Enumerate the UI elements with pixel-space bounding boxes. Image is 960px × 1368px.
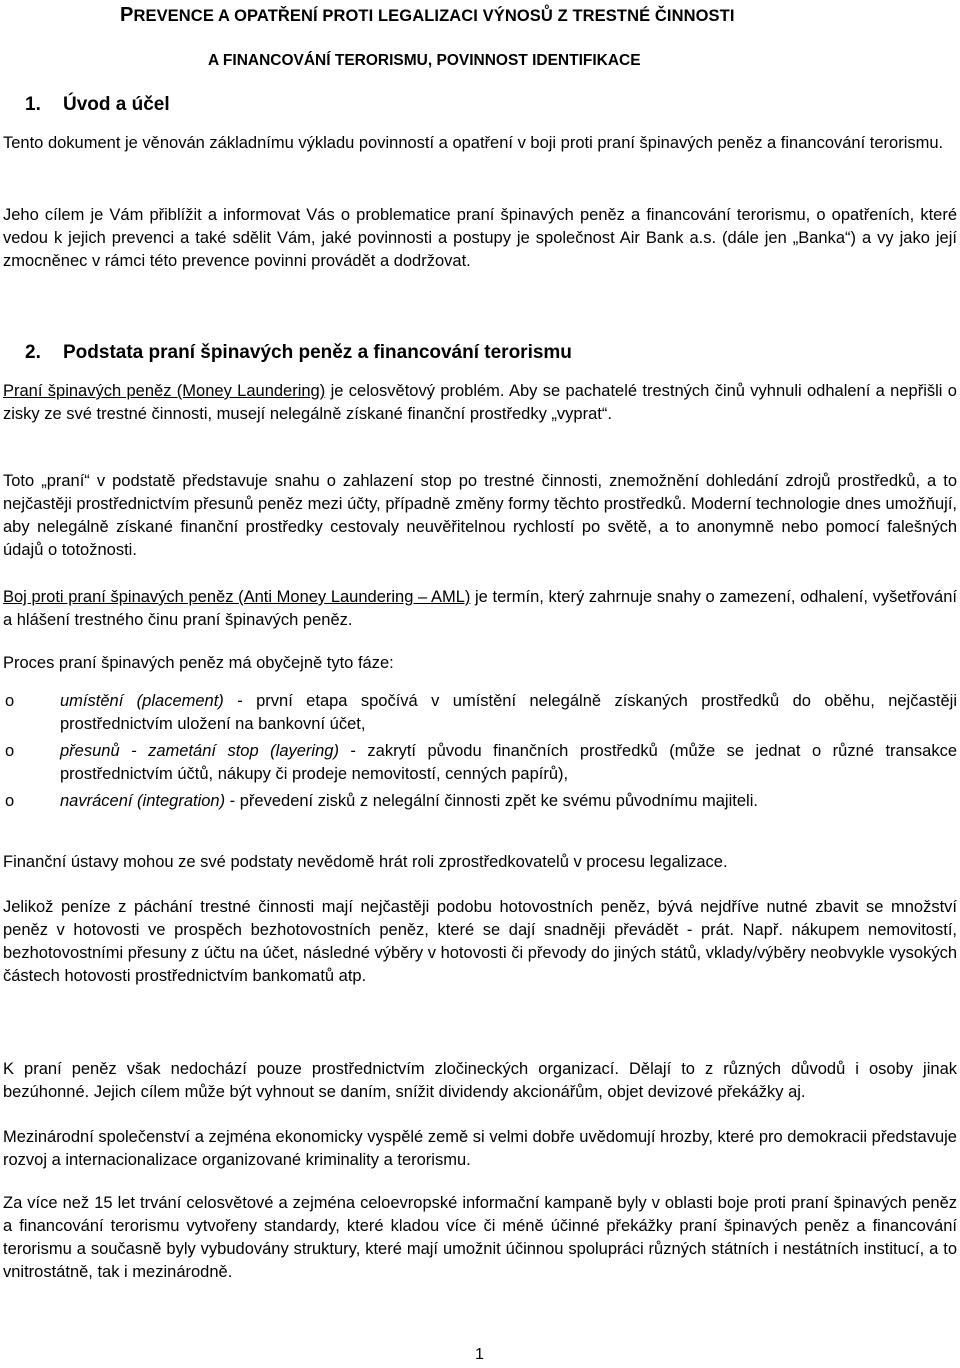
phase-term: přesunů - zametání stop (layering) (60, 742, 339, 760)
laundering-phases-list (3, 690, 957, 817)
phase-term: umístění (placement) (60, 692, 224, 710)
section1-heading (25, 94, 170, 116)
section2-paragraph-5: Finanční ústavy mohou ze své podstaty nevědomě hrát roli zprostředkovatelů v procesu legalizace. (3, 853, 728, 871)
section2-paragraph-4: Proces praní špinavých peněz má obyčejně tyto fáze: (3, 654, 394, 672)
section2-paragraph-3 (3, 586, 957, 632)
bullet-circle-icon: o (5, 692, 15, 710)
section1-paragraph-1: Tento dokument je věnován základnímu výkladu povinností a opatření v boji proti praní špinavých peněz a financování terorismu. (3, 134, 944, 152)
section2-paragraph-1-text: je celosvětový problém. Aby se pachatelé trestných činů vyhnuli odhalení a nepřišli o zisky ze své trestné činnosti, musejí nelegálně získané finanční prostředky „vyprat“. (3, 382, 957, 423)
term-money-laundering: Praní špinavých peněz (Money Laundering) (3, 382, 326, 400)
document-title-line2: A FINANCOVÁNÍ TERORISMU, POVINNOST IDENTIFIKACE (208, 52, 641, 69)
section1-paragraph-2: Jeho cílem je Vám přiblížit a informovat Vás o problematice praní špinavých peněz a financování terorismu, o opatřeních, které vedou k jejich prevenci a také sdělit Vám, jaké povinnosti a postupy je společnost Air Bank a.s. (dále jen „Banka“) a vy jako její zmocněnec v rámci této prevence povinni provádět a dodržovat. (3, 206, 957, 270)
section2-number: 2. (25, 342, 41, 363)
document-title-line1 (120, 4, 735, 27)
phase-description: - první etapa spočívá v umístění nelegálně získaných prostředků do oběhu, nejčastěji prostřednictvím uložení na bankovní účet, (60, 692, 957, 733)
title-initial-cap: P (120, 4, 134, 26)
section2-paragraph-1 (3, 380, 957, 426)
term-anti-money-laundering: Boj proti praní špinavých peněz (Anti Money Laundering – AML) (3, 588, 471, 606)
phase-term: navrácení (integration) (60, 792, 226, 810)
document-page (3, 0, 957, 1368)
section2-paragraph-8: Mezinárodní společenství a zejména ekonomicky vyspělé země si velmi dobře uvědomují hrozby, které pro demokracii představuje rozvoj a internacionalizace organizované kriminality a terorismu. (3, 1128, 957, 1169)
title-line1-text: REVENCE A OPATŘENÍ PROTI LEGALIZACI VÝNOSŮ Z TRESTNÉ ČINNOSTI (133, 7, 735, 25)
section2-paragraph-3-text: je termín, který zahrnuje snahy o zamezení, odhalení, vyšetřování a hlášení trestného činu praní špinavých peněz. (3, 588, 957, 629)
section2-heading-text: Podstata praní špinavých peněz a financování terorismu (63, 342, 572, 363)
section2-paragraph-7: K praní peněz však nedochází pouze prostřednictvím zločineckých organizací. Dělají to z různých důvodů i osoby jinak bezúhonné. Jejich cílem může být vyhnout se daním, snížit dividendy akcionářům, objet devizové překážky aj. (3, 1060, 957, 1101)
section1-heading-text: Úvod a účel (63, 94, 170, 115)
section2-paragraph-9: Za více než 15 let trvání celosvětové a zejména celoevropské informační kampaně byly v oblasti boje proti praní špinavých peněz a financování terorismu vytvořeny standardy, které kladou více či méně účinné překážky praní špinavých peněz a financování terorismu a současně byly vybudovány struktury, které mají umožnit účinnou spolupráci různých státních i nestátních institucí, a to vnitrostátně, tak i mezinárodně. (3, 1194, 957, 1281)
phase-item (3, 740, 957, 786)
section2-heading (25, 342, 572, 364)
phase-item (3, 790, 957, 813)
section2-paragraph-2: Toto „praní“ v podstatě představuje snahu o zahlazení stop po trestné činnosti, znemožnění dohledání zdrojů prostředků, a to nejčastěji prostřednictvím přesunů peněz mezi účty, případně změny formy těchto prostředků. Moderní technologie dnes umožňují, aby nelegálně získané finanční prostředky cestovaly neuvěřitelnou rychlostí po světě, a to anonymně nebo pomocí falešných údajů o totožnosti. (3, 472, 957, 559)
section2-paragraph-6: Jelikož peníze z páchání trestné činnosti mají nejčastěji podobu hotovostních peněz, bývá nejdříve nutné zbavit se množství peněz v hotovosti ve prospěch bezhotovostních peněz, které se dají snadněji převádět - prát. Např. nákupem nemovitostí, bezhotovostními přesuny z účtu na účet, následné výběry v hotovosti či převody do jiných států, vklady/výběry neobvykle vysokých částech hotovosti prostřednictvím bankomatů atp. (3, 898, 957, 985)
phase-item (3, 690, 957, 736)
bullet-circle-icon: o (5, 792, 15, 810)
bullet-circle-icon: o (5, 742, 15, 760)
section1-number: 1. (25, 94, 41, 115)
phase-description: - převedení zisků z nelegální činnosti zpět ke svému původnímu majiteli. (225, 792, 758, 810)
page-number: 1 (475, 1346, 484, 1363)
phase-description: - zakrytí původu finančních prostředků (může se jednat o různé transakce prostřednictvím účtů, nákupy či prodeje nemovitostí, cenných papírů), (60, 742, 957, 783)
